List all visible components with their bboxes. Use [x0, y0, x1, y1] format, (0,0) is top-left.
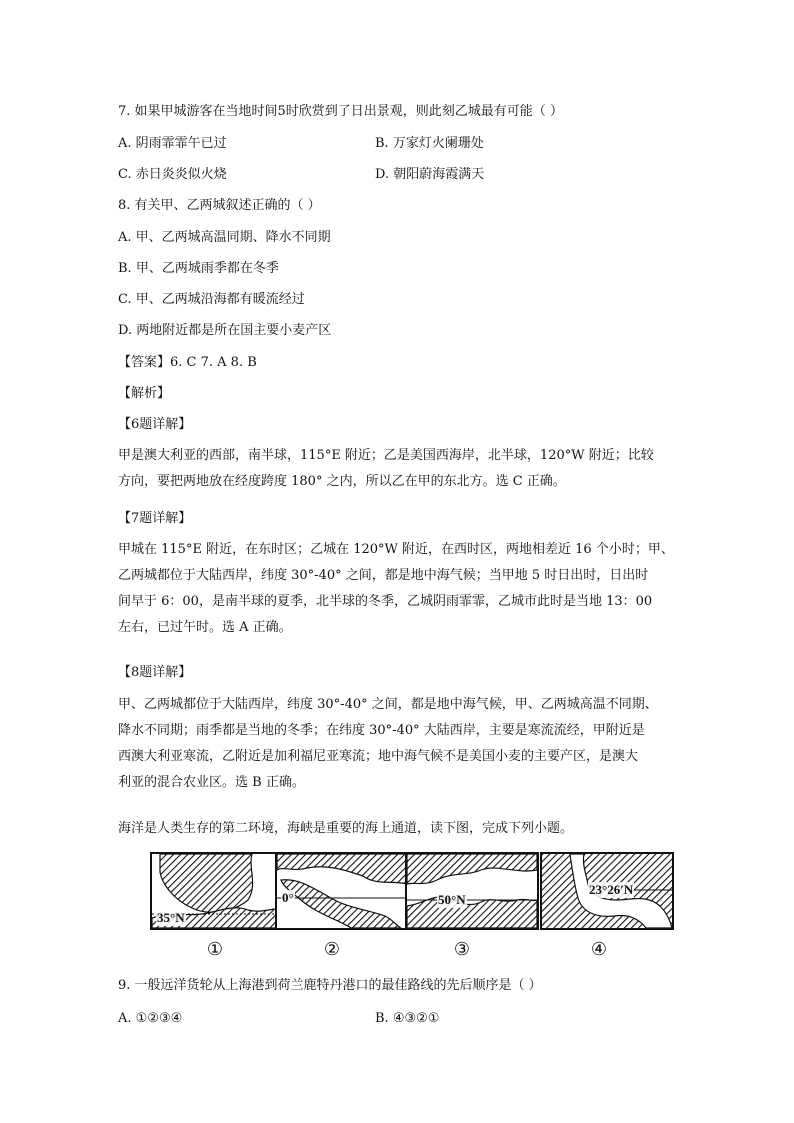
detail-6-line: 甲是澳大利亚的西部，南半球，115°E 附近；乙是美国西海岸，北半球，120°W 附近；比较	[118, 448, 654, 463]
answer-line: 【答案】6. C 7. A 8. B	[118, 355, 257, 370]
strait-map-2-label: 0°	[282, 890, 294, 905]
detail-8-line: 西澳大利亚寒流，乙附近是加利福尼亚寒流；地中海气候不是美国小麦的主要产区，是澳大	[118, 749, 639, 764]
detail-8-line: 利亚的混合农业区。选 B 正确。	[118, 775, 305, 790]
strait-map-4-number: ④	[590, 939, 608, 960]
detail-6-text	[118, 443, 678, 495]
detail-6-heading: 【6题详解】	[118, 417, 192, 432]
intro-text: 海洋是人类生存的第二环境，海峡是重要的海上通道，读下图，完成下列小题。	[118, 821, 574, 836]
strait-map-2	[275, 852, 409, 930]
detail-7-text	[118, 537, 678, 641]
q7-stem: 7. 如果甲城游客在当地时间5时欣赏到了日出景观，则此刻乙城最有可能（ ）	[118, 104, 563, 119]
strait-map-4-label: 23°26′N	[589, 882, 634, 897]
strait-maps	[0, 852, 794, 962]
detail-6-line: 方向，要把两地放在经度跨度 180° 之内，所以乙在甲的东北方。选 C 正确。	[118, 474, 566, 489]
q7-option-b: B. 万家灯火阑珊处	[375, 136, 484, 151]
detail-8-text	[118, 692, 678, 796]
strait-map-1-number: ①	[206, 939, 224, 960]
q7-option-c: C. 赤日炎炎似火烧	[118, 167, 227, 182]
q8-option-d: D. 两地附近都是所在国主要小麦产区	[118, 323, 332, 338]
q8-stem: 8. 有关甲、乙两城叙述正确的（ ）	[118, 198, 321, 213]
strait-map-1	[150, 852, 284, 930]
detail-8-line: 甲、乙两城都位于大陆西岸，纬度 30°-40° 之间，都是地中海气候，甲、乙两城高温不同期、	[118, 697, 658, 712]
detail-7-line: 间早于 6：00，是南半球的夏季，北半球的冬季，乙城阴雨霏霏，乙城市此时是当地 13：00	[118, 594, 653, 609]
detail-8-line: 降水不同期；雨季都是当地的冬季；在纬度 30°-40° 大陆西岸，主要是寒流流经，甲附近是	[118, 723, 645, 738]
strait-map-3	[405, 852, 539, 930]
detail-7-line: 左右，已过午时。选 A 正确。	[118, 620, 292, 635]
q8-option-c: C. 甲、乙两城沿海都有暖流经过	[118, 292, 305, 307]
strait-map-2-number: ②	[323, 939, 341, 960]
strait-map-3-label: 50°N	[438, 892, 466, 907]
analysis-heading: 【解析】	[118, 386, 171, 401]
q9-option-a: A. ①②③④	[118, 1011, 183, 1026]
q8-option-b: B. 甲、乙两城雨季都在冬季	[118, 261, 279, 276]
q9-stem: 9. 一般远洋货轮从上海港到荷兰鹿特丹港口的最佳路线的先后顺序是（ ）	[118, 978, 542, 993]
strait-map-3-number: ③	[453, 939, 471, 960]
q9-option-b: B. ④③②①	[375, 1011, 440, 1026]
detail-7-heading: 【7题详解】	[118, 511, 192, 526]
strait-map-1-label: 35°N	[157, 910, 185, 925]
detail-7-line: 甲城在 115°E 附近，在东时区；乙城在 120°W 附近，在西时区，两地相差近 16 个小时；甲、	[118, 542, 674, 557]
q7-option-d: D. 朝阳蔚海霞满天	[375, 167, 485, 182]
q8-option-a: A. 甲、乙两城高温同期、降水不同期	[118, 230, 331, 245]
detail-8-heading: 【8题详解】	[118, 665, 192, 680]
q7-option-a: A. 阴雨霏霏午已过	[118, 136, 227, 151]
strait-map-4	[540, 852, 674, 930]
detail-7-line: 乙两城都位于大陆西岸，纬度 30°-40° 之间，都是地中海气候；当甲地 5 时日出时，日出时	[118, 568, 649, 583]
